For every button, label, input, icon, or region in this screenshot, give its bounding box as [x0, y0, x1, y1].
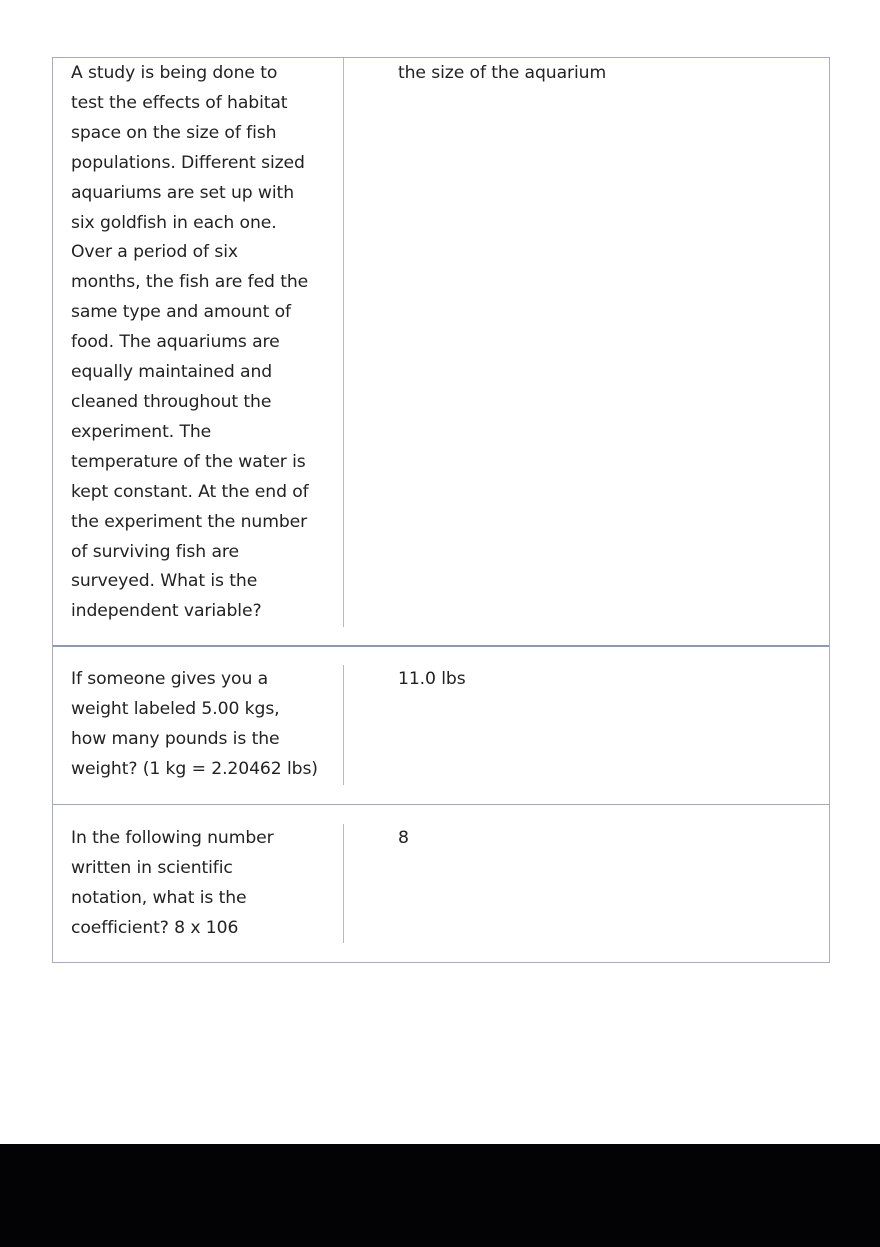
question-line: Over a period of six — [71, 242, 238, 263]
question-line: If someone gives you a — [71, 669, 269, 689]
column-divider — [343, 824, 345, 943]
question-line: populations. Different sized — [71, 152, 305, 173]
question-line: months, the fish are fed the — [71, 272, 309, 293]
question-line: kept constant. At the end of — [71, 481, 309, 502]
question-line: temperature of the water is — [71, 451, 306, 472]
question-line: surveyed. What is the — [71, 571, 258, 592]
question-line: independent variable? — [71, 601, 262, 622]
answer-text: the size of the aquarium — [398, 63, 607, 83]
question-line: weight labeled 5.00 kgs, — [71, 698, 280, 719]
question-line: written in scientific — [71, 857, 233, 878]
question-line: experiment. The — [71, 421, 212, 442]
question-line: In the following number — [71, 828, 274, 848]
question-cell — [53, 805, 361, 962]
answer-cell — [361, 805, 829, 962]
answer-text: 11.0 lbs — [398, 669, 466, 689]
question-line: aquariums are set up with — [71, 182, 294, 203]
answer-text: 8 — [398, 828, 409, 848]
bottom-black-bar — [0, 1144, 880, 1247]
question-line: space on the size of fish — [71, 122, 277, 143]
column-divider — [343, 665, 345, 785]
question-line: same type and amount of — [71, 302, 291, 323]
question-line: how many pounds is the — [71, 728, 280, 749]
column-divider — [343, 58, 345, 627]
question-line: A study is being done to — [71, 63, 278, 83]
question-cell — [53, 58, 361, 645]
table-row — [53, 804, 829, 962]
question-line: coefficient? 8 x 106 — [71, 917, 239, 938]
question-line: the experiment the number — [71, 511, 308, 532]
question-line: cleaned throughout the — [71, 391, 272, 412]
question-line: weight? (1 kg = 2.20462 lbs) — [71, 758, 318, 779]
table-row — [53, 57, 829, 645]
question-cell — [53, 647, 361, 804]
question-line: notation, what is the — [71, 887, 247, 908]
table-row — [53, 645, 829, 804]
question-line: of surviving fish are — [71, 541, 239, 562]
question-line: six goldfish in each one. — [71, 212, 277, 233]
question-line: food. The aquariums are — [71, 332, 280, 353]
question-line: equally maintained and — [71, 362, 273, 383]
answer-cell — [361, 647, 829, 804]
question-line: test the effects of habitat — [71, 92, 288, 113]
answer-cell — [361, 58, 829, 645]
qa-table — [52, 57, 830, 963]
